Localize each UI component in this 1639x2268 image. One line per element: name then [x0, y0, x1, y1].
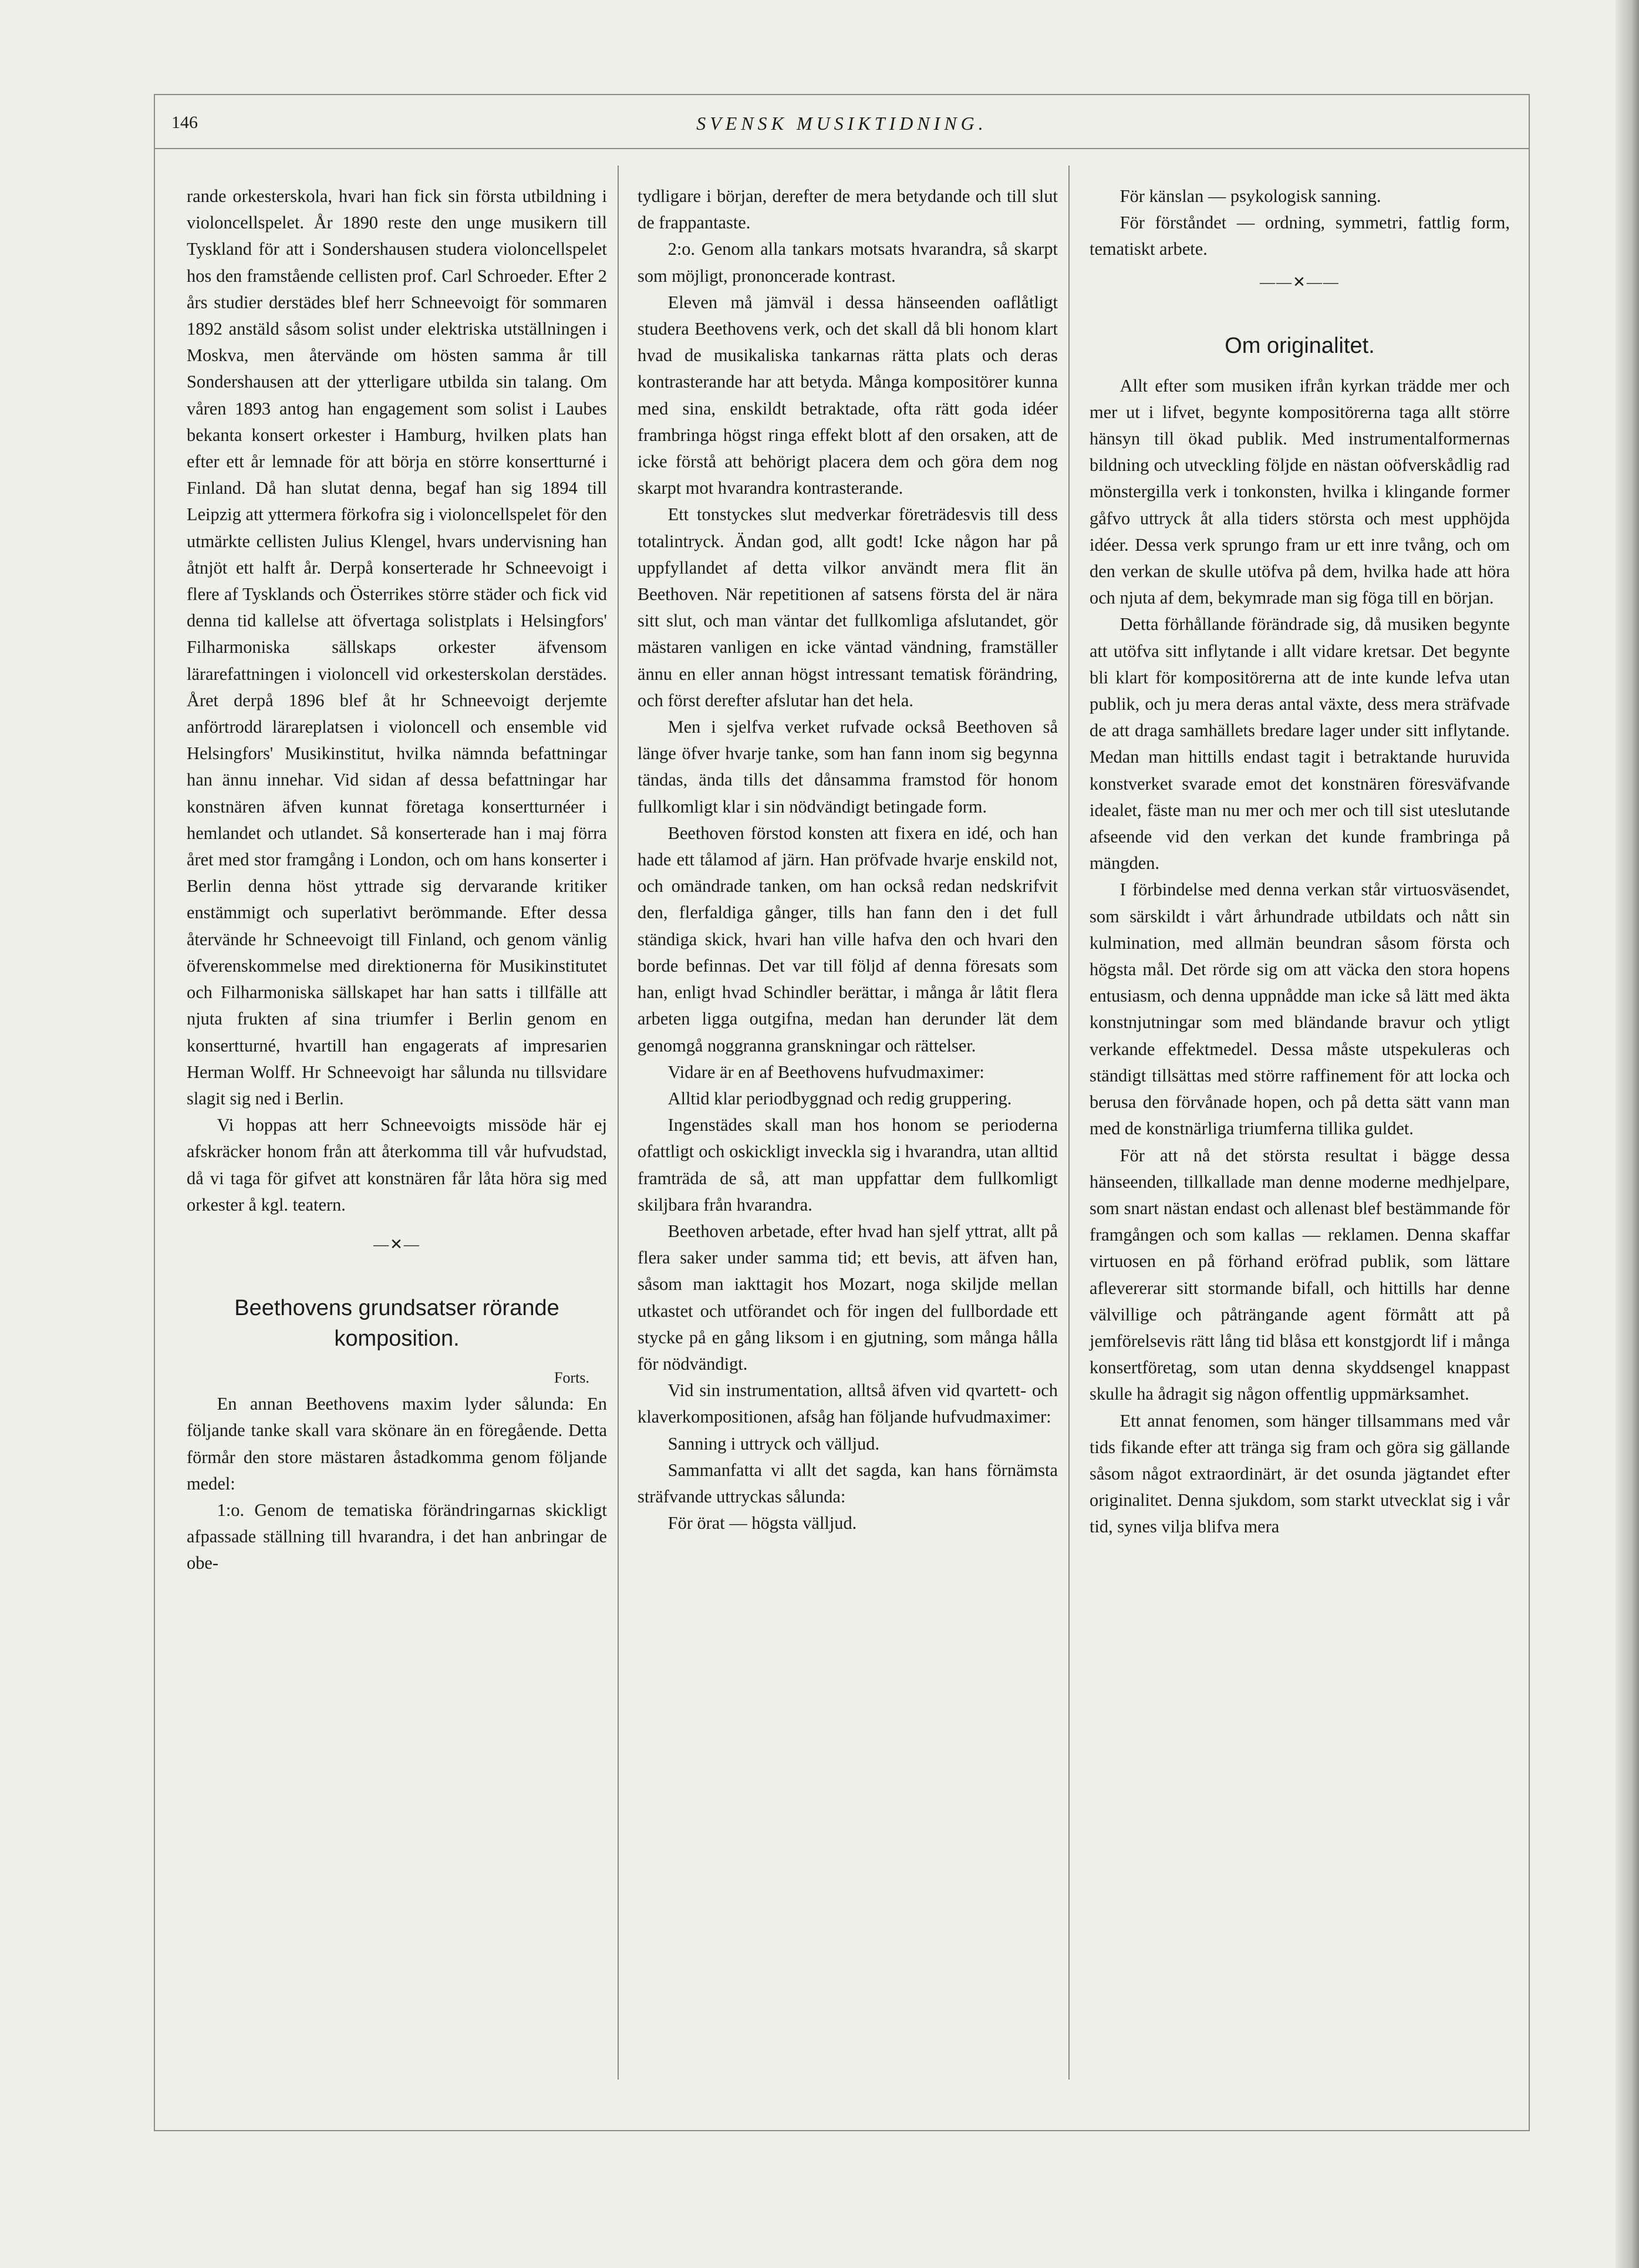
paragraph: I förbindelse med denna verkan står virtuosväsendet, som särskildt i vårt århundrade utbildats och nått sin kulmination, med allmän beundran såsom första och högsta mål. Det rörde sig om att väcka den stora hopens entusiasm, och denna uppnådde man icke så lätt med äkta konstnjutningar som med bländande bravur och ytligt verkande effektmedel. Dessa måste utspekuleras och ständigt tillsättas med större raffinement för att locka och berusa den förvånade hopen, och på detta sätt vann man med de konstnärliga triumferna tillika guldet. [1090, 879, 1510, 1139]
paragraph: 2:o. Genom alla tankars motsats hvarandra, så skarpt som möjligt, prononcerade kontrast. [638, 239, 1058, 286]
paragraph: Ett annat fenomen, som hänger tillsammans med vår tids fikande efter att tränga sig fram och göra sig gällande såsom något extraordinärt, är det osunda jägtandet efter originalitet. Denna sjukdom, som starkt utvecklat sig i vår tid, synes vilja blifva mera [1090, 1410, 1510, 1537]
paragraph: Beethoven förstod konsten att fixera en idé, och han hade ett tålamod af järn. Han pröfvade hvarje enskild not, och omändrade tanken, om han också redan nedskrifvit den, flerfaldiga gånger, tills han fann den i det full ständiga skick, hvari han ville hafva den och hvari den borde befinnas. Det var till följd af denna föresats som han, enligt hvad Schindler berättar, i många år låtit flera arbeten ligga outgifna, medan han derunder lät dem genomgå noggranna granskningar och rättelser. [638, 823, 1058, 1056]
paragraph: Ingenstädes skall man hos honom se perioderna ofattligt och oskickligt inveckla sig i hvarandra, utan alltid framträda de så, att man uppfattar dem fullkomligt skiljbara från hvarandra. [638, 1115, 1058, 1215]
paragraph: För att nå det största resultat i bägge dessa hänseenden, tillkallade man denne moderne medhjelpare, som snart nästan endast och allenast blef bestämmande för framgången och som kallas — reklamen. Denna skaffar virtuosen en på förhand eröfrad publik, som lättare aflevererar sitt stormande bifall, och hittills har denne välvillige och påträngande agent förmått att på jemförelsevis rätt lång tid blåsa ett konstgjordt lif i många konsertföretag, som utan denna skyddsengel knappast skulle ha ådragit sig någon offentlig uppmärksamhet. [1090, 1145, 1510, 1404]
paragraph: Men i sjelfva verket rufvade också Beethoven så länge öfver hvarje tanke, som han fann inom sig begynna tändas, ända tills det dånsamma framstod för honom fullkomligt klar i sin nödvändigt betingade form. [638, 717, 1058, 817]
column-rule-right [1068, 166, 1070, 2080]
paragraph: För känslan — psykologisk sanning. [1119, 186, 1381, 206]
paragraph: Vi hoppas att herr Schneevoigts missöde här ej afskräcker honom från att återkomma till vår hufvudstad, då vi taga för gifvet att konstnären får låta höra sig med orkester å kgl. teatern. [187, 1115, 607, 1215]
column-right [1090, 183, 1510, 2080]
column-rule-left [618, 166, 619, 2080]
column-middle [638, 183, 1058, 2080]
paragraph: Detta förhållande förändrade sig, då musiken begynte att utöfva sitt inflytande i allt vidare kretsar. Det begynte bli klart för kompositörerna att de inte kunde lefva utan publik, och ju mera deras antal växte, dess mera sträfvade de att draga samhällets bredare lager under sitt inflytande. Medan man hittills endast tagit i betraktande huruvida konstverket svarade emot det konstnären föresväfvande idealet, fäste man nu mer och mer och till sist uteslutande afseende vid den verkan det kunde frambringa på mängden. [1090, 614, 1510, 874]
paragraph: Vid sin instrumentation, alltså äfven vid qvartett- och klaverkompositionen, afsåg han följande hufvudmaximer: [638, 1380, 1058, 1427]
paragraph: tydligare i början, derefter de mera betydande och till slut de frappantaste. [638, 186, 1058, 233]
article-heading: Beethovens grundsatser rörande komposition. [234, 1295, 559, 1351]
continued-note: Forts. [554, 1369, 589, 1386]
running-header [155, 95, 1529, 149]
paragraph: För förståndet — ordning, symmetri, fattlig form, tematiskt arbete. [1090, 213, 1510, 260]
page-frame [154, 94, 1530, 2131]
page-number: 146 [171, 113, 198, 132]
paragraph: Sanning i uttryck och välljud. [667, 1433, 880, 1454]
paragraph: En annan Beethovens maxim lyder sålunda: En följande tanke skall vara skönare än en föregående. Detta förmår den store mästaren åstadkomma genom följande medel: [187, 1394, 607, 1494]
paragraph: Alltid klar periodbyggnad och redig gruppering. [667, 1088, 1012, 1108]
section-ornament: ——✕—— [1260, 273, 1340, 291]
journal-title: SVENSK MUSIKTIDNING. [696, 113, 987, 134]
column-left [187, 183, 607, 2080]
section-ornament: —✕— [373, 1235, 420, 1253]
paragraph: För örat — högsta välljud. [667, 1513, 857, 1534]
page-edge-shadow [1616, 0, 1639, 2268]
paragraph: Sammanfatta vi allt det sagda, kan hans förnämsta sträfvande uttryckas sålunda: [638, 1460, 1058, 1507]
paragraph: Beethoven arbetade, efter hvad han sjelf yttrat, allt på flera saker under samma tid; ett bevis, att äfven han, såsom man iakttagit hos Mozart, noga skiljde mellan utkastet och utförandet och för ingen del fullbordade ett stycke på en gång liksom i en gjutning, som många hålla för nödvändigt. [638, 1221, 1058, 1374]
article-heading: Om originalitet. [1225, 333, 1375, 358]
paragraph: 1:o. Genom de tematiska förändringarnas skickligt afpassade ställning till hvarandra, i det han anbringar de obe- [187, 1499, 607, 1573]
paragraph: Ett tonstyckes slut medverkar företrädesvis till dess totalintryck. Ändan god, allt godt! Icke någon har på uppfyllandet af detta vilkor användt mera flit än Beethoven. När repetitionen af satsens första del är nära sitt slut, och man väntar det fullkomliga afslutandet, gör mästaren vanligen en icke väntad vändning, framställer ännu en eller annan högst intressant tematisk förändring, och först derefter afslutar han det hela. [638, 504, 1058, 710]
paragraph: Vidare är en af Beethovens hufvudmaximer: [667, 1061, 984, 1082]
paragraph: Allt efter som musiken ifrån kyrkan trädde mer och mer ut i lifvet, begynte kompositörerna taga allt större hänsyn till ökad publik. Med instrumentalformernas bildning och utveckling följde en nästan oöfverskådlig rad mönstergilla verk i tonkonsten, hvilka i klingande former gåfvo uttryck åt alla tiders största och mest upphöjda idéer. Dessa verk sprungo fram ur ett inre tvång, och om den verkan de skulle utöfva på dem, hvilka hade att höra och njuta af dem, bekymrade man sig föga till en början. [1090, 375, 1510, 608]
paragraph: rande orkesterskola, hvari han fick sin första utbildning i violoncellspelet. År 1890 reste den unge musikern till Tyskland för att i Sondershausen studera violoncellspelet hos den framstående cellisten prof. Carl Schroeder. Efter 2 års studier derstädes blef herr Schneevoigt för sommaren 1892 anstäld såsom solist under elektriska utställningen i Moskva, men återvände om hösten samma år till Sondershausen att der ytterligare utbilda sin talang. Om våren 1893 antog han engagement som solist i Laubes bekanta konsert orkester i Hamburg, hvilken plats han efter ett år lemnade för att börja en större konsertturné i Finland. Då han slutat denna, begaf han sig 1894 till Leipzig att yttermera förkofra sig i violoncellspelet för den utmärkte cellisten Julius Klengel, hvars undervisning han åtnjöt ett halft år. Derpå konserterade hr Schneevoigt i flere af Tysklands och Österrikes större städer och fick vid denna tid kallelse att öfvertaga solistplats i Helsingfors' Filharmoniska sällskaps orkester äfvensom lärarefattningen i violoncell vid orkesterskolan derstädes. Året derpå 1896 blef åt hr Schneevoigt derjemte anförtrodd lärareplatsen i violoncell och ensemble vid Helsingfors' Musikinstitut, hvilka nämnda befattningar han ännu innehar. Vid sidan af dessa befattningar har konstnären äfven kunnat företaga konsertturnéer i hemlandet och utlandet. Så konserterade han i maj förra året med stor framgång i London, och om hans konserter i Berlin denna höst yttrade sig dervarande kritiker enstämmigt och superlativt berömmande. Efter dessa återvände hr Schneevoigt till Finland, och genom vänlig öfverenskommelse med direktionerna för Musikinstitutet och Filharmoniska sällskapet har han satts i tillfälle att njuta frukten af sina triumfer i Berlin genom en konsertturné, hvartill han engagerats af impresarien Herman Wolff. Hr Schneevoigt har sålunda nu tillsvidare slagit sig ned i Berlin. [187, 186, 607, 1108]
paragraph: Eleven må jämväl i dessa hänseenden oaflåtligt studera Beethovens verk, och det skall då bli honom klart hvad de musikaliska tankarnas rätta plats och deras kontrasterande har att betyda. Många kompositörer kunna med sina, enskildt betraktade, ofta rätt goda idéer frambringa högst ringa effekt blott af den orsaken, att de icke förstå att behörigt placera dem och göra dem nog skarpt mot hvarandra kontrasterande. [638, 292, 1058, 498]
